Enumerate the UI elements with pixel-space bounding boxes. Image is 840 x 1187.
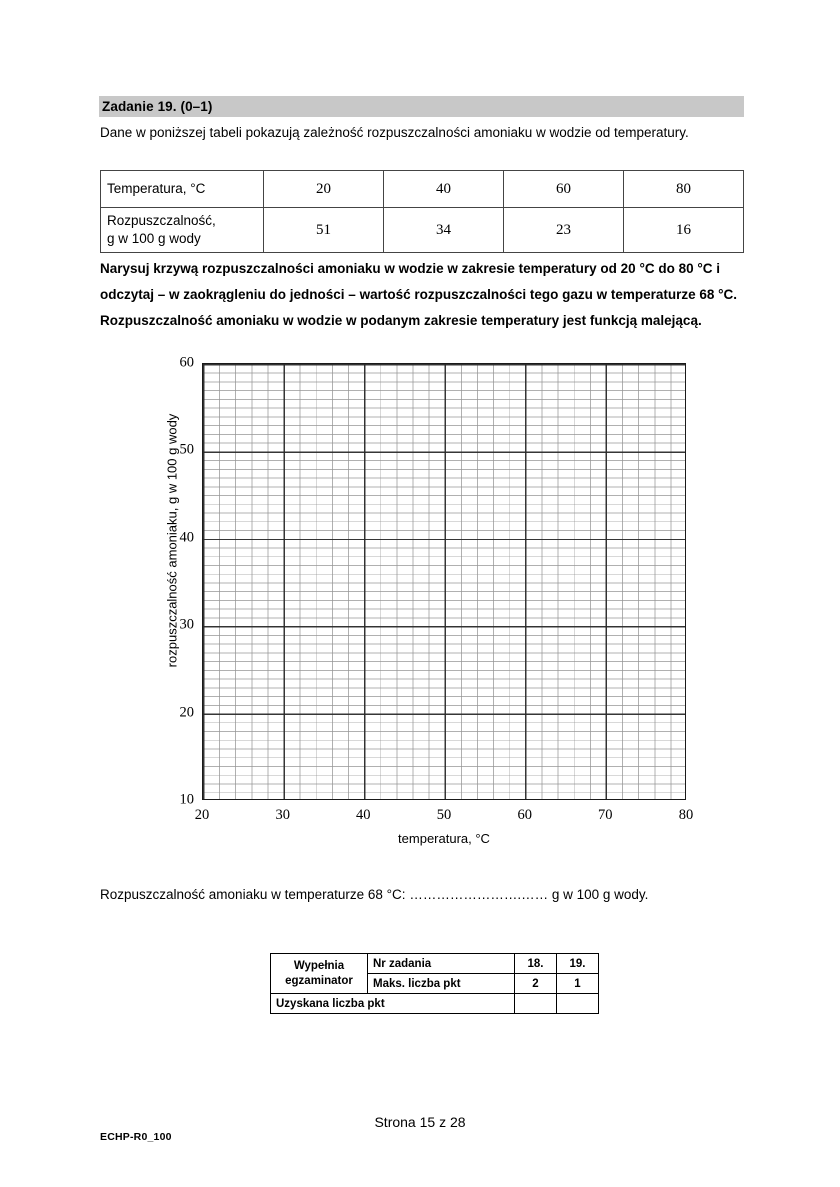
- solubility-cell-4: 16: [624, 208, 744, 253]
- y-tick-20: 20: [179, 704, 194, 721]
- solubility-cell-1: 51: [264, 208, 384, 253]
- x-tick-20: 20: [194, 807, 210, 823]
- solubility-cell-2: 34: [384, 208, 504, 253]
- y-tick-30: 30: [179, 616, 194, 633]
- examiner-max-19: 1: [557, 974, 599, 994]
- task-intro-text: Dane w poniższej tabeli pokazują zależność rozpuszczalności amoniaku w wodzie od temperatury.: [100, 125, 689, 140]
- chart-x-axis-title: temperatura, °C: [398, 831, 490, 846]
- answer-prefix: Rozpuszczalność amoniaku w temperaturze 68 °C:: [100, 887, 406, 902]
- chart-plot-grid[interactable]: [202, 363, 686, 800]
- task-header-band: [99, 96, 744, 117]
- chart-x-axis-ticks: [194, 807, 694, 829]
- footer-page-number: Strona 15 z 28: [374, 1114, 466, 1130]
- chart-y-axis-title: rozpuszczalność amoniaku, g w 100 g wody: [164, 413, 180, 668]
- examiner-row-label-2: Uzyskana liczba pkt: [271, 994, 515, 1014]
- x-tick-60: 60: [517, 807, 532, 823]
- answer-blank-dots[interactable]: …………………….……: [409, 887, 549, 902]
- examiner-score-table: [270, 953, 599, 1014]
- examiner-obtained-18[interactable]: [515, 994, 557, 1014]
- y-tick-60: 60: [179, 354, 194, 371]
- chart-y-axis-ticks: [120, 354, 194, 808]
- task-number-label: Zadanie 19. (0–1): [102, 99, 213, 114]
- examiner-task-18: 18.: [515, 954, 557, 974]
- examiner-label: Wypełnia egzaminator: [271, 954, 368, 994]
- row-label-temperature: Temperatura, °C: [101, 171, 264, 208]
- y-tick-50: 50: [179, 441, 194, 458]
- examiner-max-18: 2: [515, 974, 557, 994]
- answer-suffix: g w 100 g wody.: [551, 887, 649, 902]
- temperature-cell-2: 40: [384, 171, 504, 208]
- examiner-task-19: 19.: [557, 954, 599, 974]
- solubility-chart: [120, 355, 720, 860]
- examiner-row-task-number: [271, 954, 599, 974]
- x-tick-70: 70: [598, 807, 613, 823]
- examiner-row-label-1: Maks. liczba pkt: [368, 974, 515, 994]
- table-row-solubility: [101, 208, 744, 253]
- temperature-cell-4: 80: [624, 171, 744, 208]
- x-tick-30: 30: [275, 807, 290, 823]
- x-tick-80: 80: [678, 807, 694, 823]
- table-row-temperature: [101, 171, 744, 208]
- temperature-cell-3: 60: [504, 171, 624, 208]
- task-instruction-text: Narysuj krzywą rozpuszczalności amoniaku w wodzie w zakresie temperatury od 20 °C do 80 °C i odczytaj – w zaokrągleniu do jedności – wartość rozpuszczalności tego gazu w temperaturze 68 °C. Rozpuszczalność amoniaku w wodzie w podanym zakresie temperatury jest funkcją malejącą.: [100, 261, 738, 328]
- solubility-cell-3: 23: [504, 208, 624, 253]
- footer-sheet-code: ECHP-R0_100: [100, 1131, 172, 1143]
- examiner-row-obtained-points: [271, 994, 599, 1014]
- solubility-data-table: [100, 170, 744, 253]
- y-tick-10: 10: [179, 791, 194, 808]
- temperature-cell-1: 20: [264, 171, 384, 208]
- examiner-obtained-19[interactable]: [557, 994, 599, 1014]
- row-label-solubility: Rozpuszczalność, g w 100 g wody: [101, 208, 264, 253]
- y-tick-40: 40: [179, 529, 194, 546]
- answer-line[interactable]: [100, 887, 760, 902]
- examiner-row-label-0: Nr zadania: [368, 954, 515, 974]
- x-tick-50: 50: [436, 807, 452, 823]
- x-tick-40: 40: [356, 807, 371, 823]
